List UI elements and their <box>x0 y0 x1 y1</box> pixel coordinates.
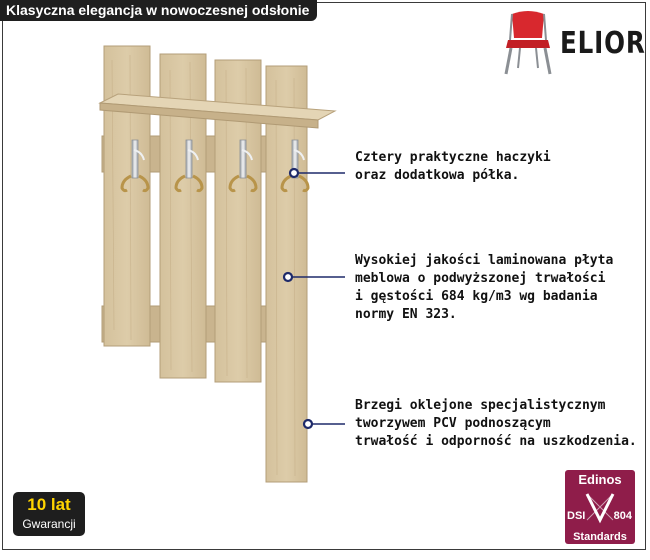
callout-line: meblowa o podwyższonej trwałości <box>355 271 606 286</box>
certificate-top: Edinos <box>578 472 622 487</box>
callout-line: i gęstości 684 kg/m3 wg badania <box>355 289 598 304</box>
callout-line: normy EN 323. <box>355 307 457 322</box>
callout-line: Brzegi oklejone specjalistycznym <box>355 398 606 413</box>
banner-title: Klasyczna elegancja w nowoczesnej odsłonie <box>0 0 317 21</box>
check-icon <box>583 490 617 524</box>
callout-pointer-3 <box>304 420 345 428</box>
certificate-right: 804 <box>613 510 632 522</box>
callout-line: tworzywem PCV podnoszącym <box>355 416 551 431</box>
certificate-bottom: Standards <box>573 531 627 543</box>
warranty-label: Gwarancji <box>22 517 76 531</box>
callout-pointer-1 <box>290 169 345 177</box>
callout-material <box>355 252 613 324</box>
certificate-left: DSI <box>567 510 586 522</box>
warranty-badge <box>13 492 85 536</box>
callout-line: Cztery praktyczne haczyki <box>355 150 551 165</box>
warranty-years: 10 lat <box>27 495 71 514</box>
callout-edges <box>355 397 637 451</box>
callout-hooks <box>355 149 551 185</box>
callout-line: trwałość i odporność na uszkodzenia. <box>355 434 637 449</box>
callout-line: Wysokiej jakości laminowana płyta <box>355 253 614 268</box>
callout-line: oraz dodatkowa półka. <box>355 168 520 183</box>
certificate-badge <box>565 470 635 544</box>
plank-1 <box>104 46 150 346</box>
brand-name: ELIOR <box>560 26 646 61</box>
